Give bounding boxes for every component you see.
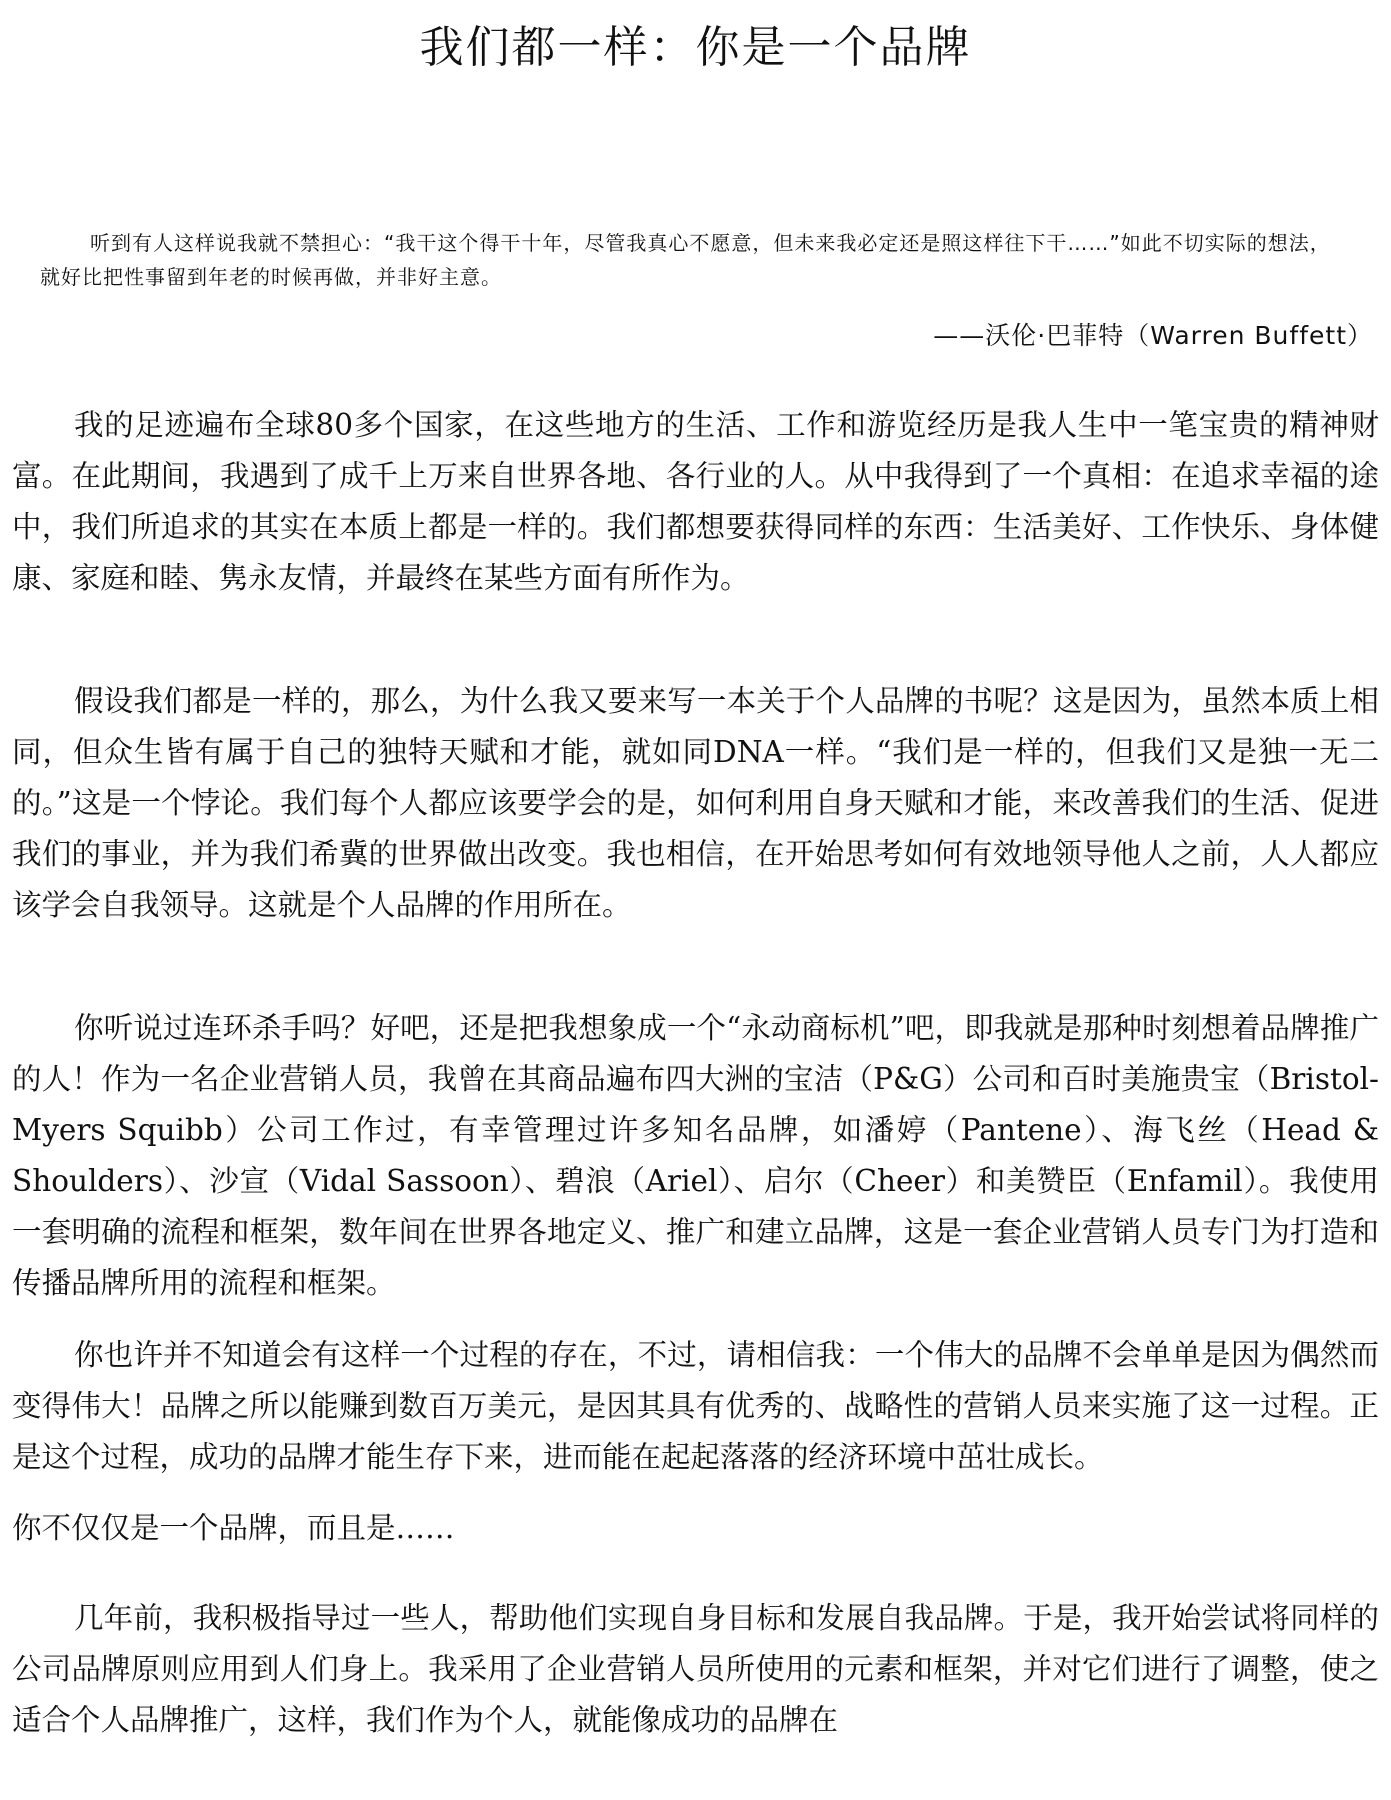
paragraph: 我的足迹遍布全球80多个国家，在这些地方的生活、工作和游览经历是我人生中一笔宝贵的精神财富。在此期间，我遇到了成千上万来自世界各地、各行业的人。从中我得到了一个真相：在追求幸福的途中，我们所追求的其实在本质上都是一样的。我们都想要获得同样的东西：生活美好、工作快乐、身体健康、家庭和睦、隽永友情，并最终在某些方面有所作为。: [12, 408, 1379, 595]
paragraph: 你也许并不知道会有这样一个过程的存在，不过，请相信我：一个伟大的品牌不会单单是因为偶然而变得伟大！品牌之所以能赚到数百万美元，是因其具有优秀的、战略性的营销人员来实施了这一过程。正是这个过程，成功的品牌才能生存下来，进而能在起起落落的经济环境中茁壮成长。: [12, 1338, 1379, 1474]
page-title: 我们都一样：你是一个品牌: [419, 22, 972, 73]
epigraph-attribution: ——沃伦·巴菲特（Warren Buffett）: [933, 321, 1373, 350]
epigraph-quote: 听到有人这样说我就不禁担心：“我干这个得干十年，尽管我真心不愿意，但未来我必定还是照这样往下干……”如此不切实际的想法，就好比把性事留到年老的时候再做，并非好主意。: [40, 231, 1331, 289]
paragraph: 假设我们都是一样的，那么，为什么我又要来写一本关于个人品牌的书呢？这是因为，虽然本质上相同，但众生皆有属于自己的独特天赋和才能，就如同DNA一样。“我们是一样的，但我们又是独一无二的。”这是一个悖论。我们每个人都应该要学会的是，如何利用自身天赋和才能，来改善我们的生活、促进我们的事业，并为我们希冀的世界做出改变。我也相信，在开始思考如何有效地领导他人之前，人人都应该学会自我领导。这就是个人品牌的作用所在。: [12, 684, 1379, 922]
paragraph: 几年前，我积极指导过一些人，帮助他们实现自身目标和发展自我品牌。于是，我开始尝试将同样的公司品牌原则应用到人们身上。我采用了企业营销人员所使用的元素和框架，并对它们进行了调整，使之适合个人品牌推广，这样，我们作为个人，就能像成功的品牌在: [12, 1601, 1379, 1737]
paragraph: 你听说过连环杀手吗？好吧，还是把我想象成一个“永动商标机”吧，即我就是那种时刻想着品牌推广的人！作为一名企业营销人员，我曾在其商品遍布四大洲的宝洁（P&G）公司和百时美施贵宝（Bristol-Myers Squibb）公司工作过，有幸管理过许多知名品牌，如潘婷（Pantene）、海飞丝（Head & Shoulders）、沙宣（Vidal Sassoon）、碧浪（Ariel）、启尔（Cheer）和美赞臣（Enfamil）。我使用一套明确的流程和框架，数年间在世界各地定义、推广和建立品牌，这是一套企业营销人员专门为打造和传播品牌所用的流程和框架。: [12, 1011, 1379, 1300]
section-heading: 你不仅仅是一个品牌，而且是……: [12, 1511, 455, 1545]
